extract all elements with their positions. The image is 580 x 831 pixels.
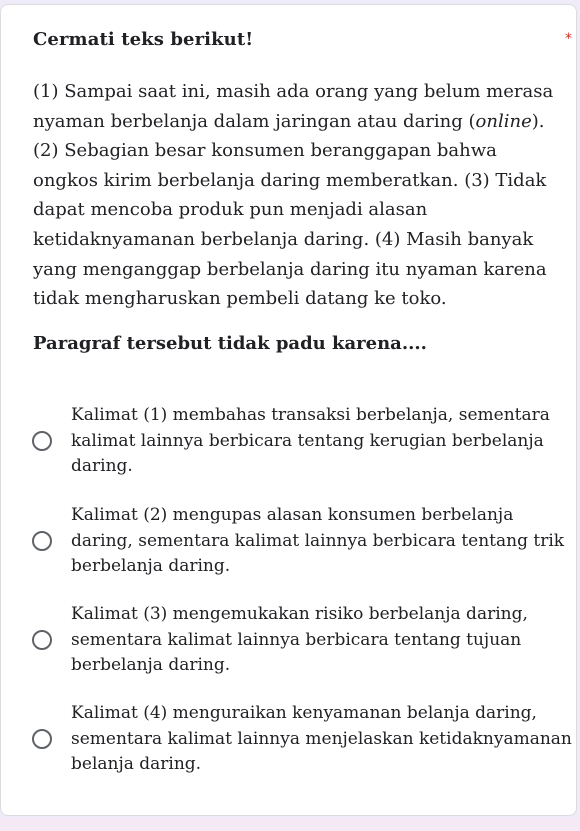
question-card [0, 4, 577, 816]
passage-line: (1) Sampai saat ini, masih ada orang yang belum merasa [33, 81, 554, 102]
question-prompt: Paragraf tersebut tidak padu karena.... [33, 333, 427, 354]
option-label: Kalimat (3) mengemukakan risiko berbelanja daring, sementara kalimat lainnya berbicara tentang tujuan berbelanja daring. [71, 604, 528, 675]
page-background-strip [0, 818, 580, 831]
radio-button[interactable] [32, 531, 52, 551]
option-label: Kalimat (1) membahas transaksi berbelanja, sementara kalimat lainnya berbicara tentang kerugian berbelanja daring. [71, 405, 550, 476]
passage-line: dapat mencoba produk pun menjadi alasan [33, 199, 428, 221]
answer-option-4[interactable] [1, 701, 578, 781]
passage-line: ketidaknyamanan berbelanja daring. (4) Masih banyak [33, 228, 534, 250]
passage-text [33, 77, 563, 314]
passage-line: (2) Sebagian besar konsumen beranggapan bahwa [33, 140, 497, 162]
question-title: Cermati teks berikut! [33, 29, 254, 50]
passage-line: ongkos kirim berbelanja daring memberatkan. (3) Tidak [33, 169, 547, 191]
passage-line: yang menganggap berbelanja daring itu nyaman karena [33, 258, 547, 280]
option-label: Kalimat (4) menguraikan kenyamanan belanja daring, sementara kalimat lainnya menjelaskan ketidaknyamanan belanja daring. [71, 703, 572, 774]
passage-line: tidak mengharuskan pembeli datang ke toko. [33, 288, 447, 310]
answer-option-3[interactable] [1, 602, 578, 682]
passage-line: nyaman berbelanja dalam jaringan atau daring (online). [33, 110, 545, 132]
answer-option-1[interactable] [1, 403, 578, 483]
required-asterisk: * [565, 31, 572, 47]
passage-italic-term: online [475, 110, 532, 132]
radio-button[interactable] [32, 630, 52, 650]
option-label: Kalimat (2) mengupas alasan konsumen berbelanja daring, sementara kalimat lainnya berbicara tentang trik berbelanja daring. [71, 505, 565, 576]
answer-option-2[interactable] [1, 503, 578, 583]
radio-button[interactable] [32, 729, 52, 749]
radio-button[interactable] [32, 431, 52, 451]
